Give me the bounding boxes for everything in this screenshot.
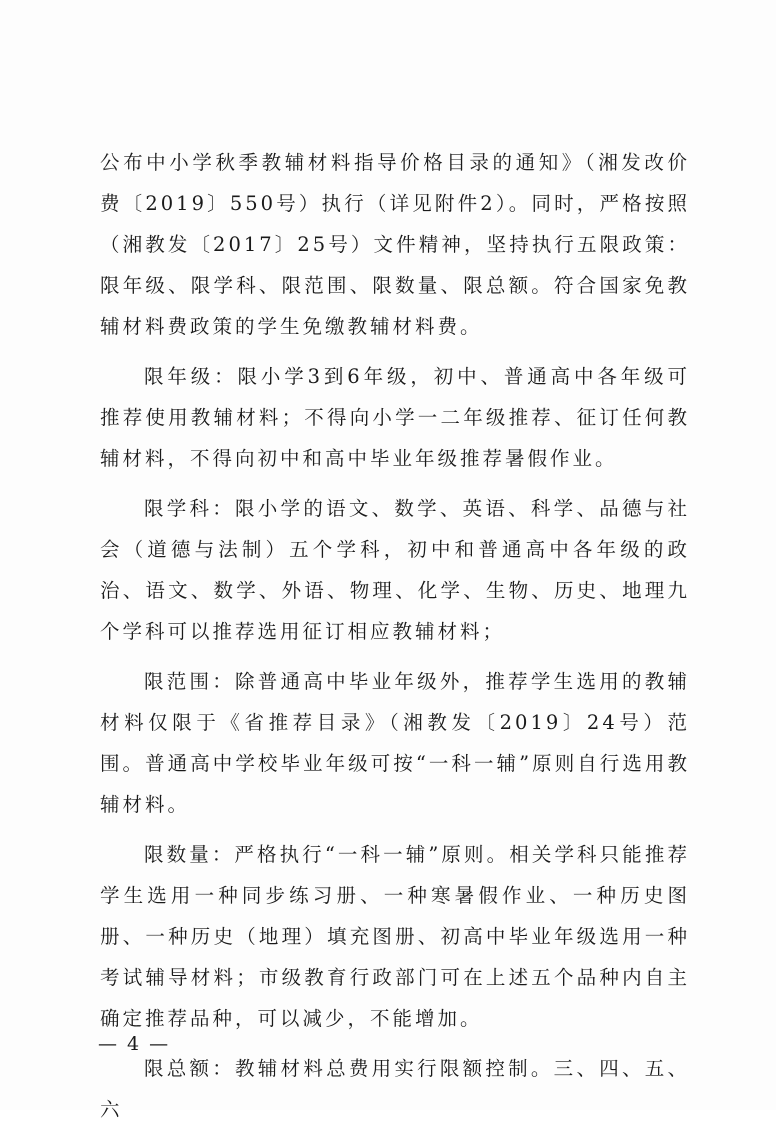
paragraph-scope-limit: 限范围：除普通高中毕业年级外，推荐学生选用的教辅材料仅限于《省推荐目录》（湘教发〔2019〕24号）范围。普通高中学校毕业年级可按“一科一辅”原则自行选用教辅材料。 [100, 670, 690, 816]
paragraph-continuation: 公布中小学秋季教辅材料指导价格目录的通知》（湘发改价费〔2019〕550号）执行（详见附件2）。同时，严格按照（湘教发〔2017〕25号）文件精神，坚持执行五限政策：限年级、限学科、限范围、限数量、限总额。符合国家免教辅材料费政策的学生免缴教辅材料费。 [100, 151, 690, 338]
paragraph-quantity-limit: 限数量：严格执行“一科一辅”原则。相关学科只能推荐学生选用一种同步练习册、一种寒暑假作业、一种历史图册、一种历史（地理）填充图册、初高中毕业年级选用一种考试辅导材料；市级教育行政部门可在上述五个品种内自主确定推荐品种，可以减少，不能增加。 [100, 843, 690, 1030]
document-body [100, 142, 690, 1130]
paragraph-grade-limit: 限年级：限小学3到6年级，初中、普通高中各年级可推荐使用教辅材料；不得向小学一二年级推荐、征订任何教辅材料，不得向初中和高中毕业年级推荐暑假作业。 [100, 365, 690, 470]
page-number: — 4 — [98, 1033, 171, 1055]
paragraph-total-limit: 限总额：教辅材料总费用实行限额控制。三、四、五、六 [100, 1057, 690, 1121]
paragraph-subject-limit: 限学科：限小学的语文、数学、英语、科学、品德与社会（道德与法制）五个学科，初中和普通高中各年级的政治、语文、数学、外语、物理、化学、生物、历史、地理九个学科可以推荐选用征订相应教辅材料； [100, 497, 690, 643]
